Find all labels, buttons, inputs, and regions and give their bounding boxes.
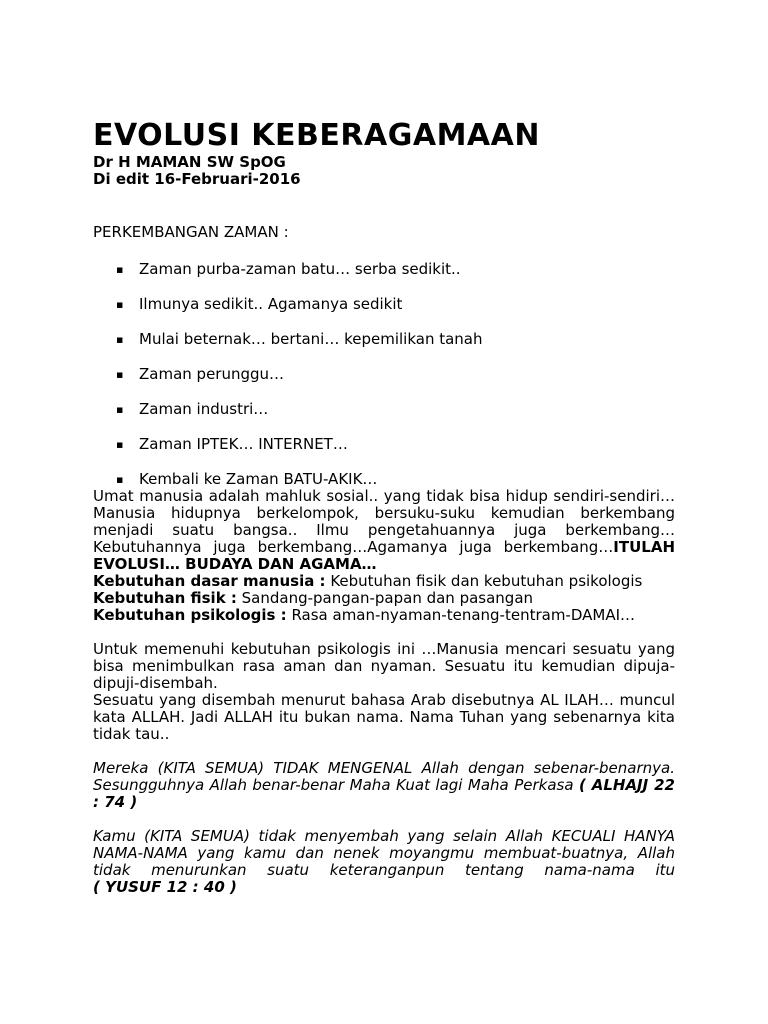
quote-yusuf: [93, 828, 675, 879]
paragraph-intro-text: Umat manusia adalah mahluk sosial.. yang tidak bisa hidup sendiri-sendiri…Manusia hidupnya berkelompok, bersuku-suku kemudian berkembang menjadi suatu bangsa.. Ilmu pengetahuannya juga berkembang…Kebutuhannya juga berkembang…Agamanya juga berkembang…: [93, 487, 675, 556]
need-line: [93, 607, 675, 624]
bullet-icon: ▪: [116, 368, 124, 381]
quote-reference: ( YUSUF 12 : 40 ): [93, 878, 237, 896]
need-text: Sandang-pangan-papan dan pasangan: [236, 589, 534, 607]
quote-yusuf-ref-line: [93, 879, 675, 896]
list-item: [93, 401, 675, 418]
list-item-text: Kembali ke Zaman BATU-AKIK…: [139, 470, 378, 488]
list-item: [93, 261, 675, 278]
list-item: [93, 436, 675, 453]
bullet-icon: ▪: [116, 473, 124, 486]
list-item-text: Zaman purba-zaman batu… serba sedikit..: [139, 260, 461, 278]
era-list: [93, 261, 675, 488]
paragraph-intro: [93, 488, 675, 573]
bullet-icon: ▪: [116, 333, 124, 346]
need-label: Kebutuhan psikologis :: [93, 606, 287, 624]
need-line: [93, 590, 675, 607]
quote-reference: ( ALHAJJ 22 : 74 ): [93, 776, 675, 811]
bullet-icon: ▪: [116, 263, 124, 276]
author-line: Dr H MAMAN SW SpOG: [93, 153, 286, 171]
spacer: [93, 624, 675, 641]
document-title: EVOLUSI KEBERAGAMAAN: [93, 118, 540, 153]
list-item-text: Zaman IPTEK… INTERNET…: [139, 435, 348, 453]
document-page: [93, 118, 675, 896]
list-item-text: Zaman industri…: [139, 400, 269, 418]
spacer: [93, 743, 675, 760]
need-text: Kebutuhan fisik dan kebutuhan psikologis: [325, 572, 643, 590]
list-item-text: Mulai beternak… bertani… kepemilikan tanah: [139, 330, 483, 348]
bullet-icon: ▪: [116, 403, 124, 416]
spacer: [93, 811, 675, 828]
bullet-icon: ▪: [116, 438, 124, 451]
bullet-icon: ▪: [116, 298, 124, 311]
edit-date-line: Di edit 16-Februari-2016: [93, 170, 301, 188]
list-item: [93, 366, 675, 383]
list-item: [93, 471, 675, 488]
need-label: Kebutuhan dasar manusia :: [93, 572, 326, 590]
list-item: [93, 331, 675, 348]
quote-text: Kamu (KITA SEMUA) tidak menyembah yang selain Allah KECUALI HANYA NAMA-NAMA yang kamu dan nenek moyangmu membuat-buatnya, Allah tidak menurunkan suatu keteranganpun tentang nama-nama itu: [93, 827, 675, 879]
list-item-text: Ilmunya sedikit.. Agamanya sedikit: [139, 295, 403, 313]
paragraph-allah: Sesuatu yang disembah menurut bahasa Arab disebutnya AL ILAH… muncul kata ALLAH. Jadi ALLAH itu bukan nama. Nama Tuhan yang sebenarnya kita tidak tau..: [93, 691, 675, 743]
quote-text: Mereka (KITA SEMUA) TIDAK MENGENAL Allah dengan sebenar-benarnya. Sesungguhnya Allah benar-benar Maha Kuat lagi Maha Perkasa: [93, 759, 675, 794]
need-line: [93, 573, 675, 590]
quote-alhajj: [93, 760, 675, 811]
paragraph-intro-emphasis: ITULAH EVOLUSI… BUDAYA DAN AGAMA…: [93, 538, 675, 573]
list-item-text: Zaman perunggu…: [139, 365, 285, 383]
list-item: [93, 296, 675, 313]
need-text: Rasa aman-nyaman-tenang-tentram-DAMAI…: [286, 606, 636, 624]
paragraph-needs: Untuk memenuhi kebutuhan psikologis ini …Manusia mencari sesuatu yang bisa menimbulkan rasa aman dan nyaman. Sesuatu itu kemudian dipuja-dipuji-disembah.: [93, 640, 675, 692]
section-heading: PERKEMBANGAN ZAMAN :: [93, 223, 289, 241]
need-label: Kebutuhan fisik :: [93, 589, 237, 607]
